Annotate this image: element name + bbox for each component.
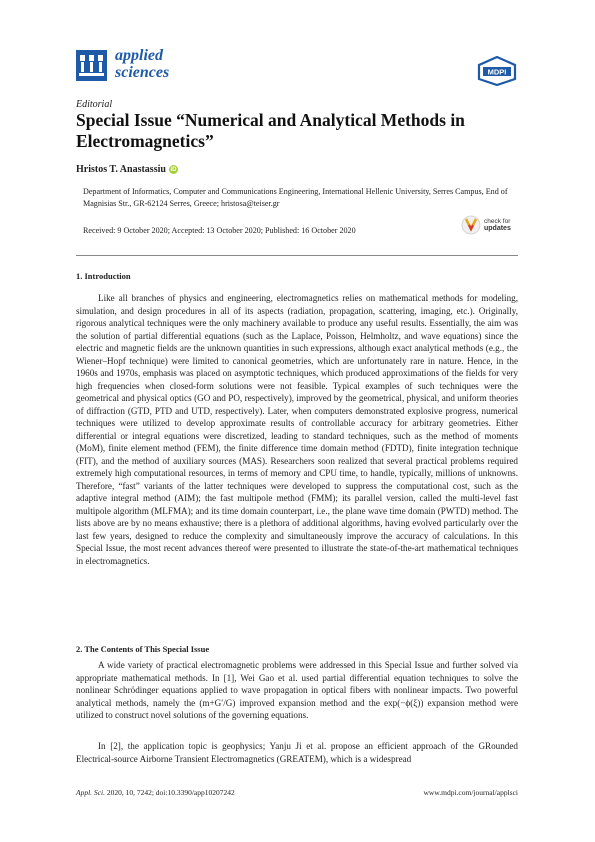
paragraph-introduction: Like all branches of physics and engineering, electromagnetics relies on mathematical methods for modeling, simulation, and design procedures in all of its aspects (radiation, propagation, scattering, imaging, etc.). Originally, rigorous analytical techniques were the only machinery available to produce any useful results. Essentially, the aim was the solution of partial differential equations (such as the Laplace, Poisson, Helmholtz, and wave equations) since the electric and magnetic fields are the unknown quantities in such expressions, although exact analytical methods (e.g., the Wiener–Hopf technique) were limited to canonical geometries, which are unfortunately rare in nature. Hence, in the 1960s and 1970s, emphasis was placed on asymptotic techniques, which produced approximations of the fields for very high frequencies when closed-form solutions were not feasible. Typical examples of such techniques were the geometrical and physical optics (GO and PO, respectively), improved by the geometrical, physical, and uniform theories of diffraction (GTD, PTD and UTD, respectively). Later, when computers demonstrated explosive progress, numerical techniques were utilized to develop approximate results of controllable accuracy for arbitrary geometries. Either differential or integral equations were discretized, leading to standard techniques, such as the method of moments (MoM), finite element method (FEM), the finite difference time domain method (FDTD), finite integration technique (FIT), and the method of auxiliary sources (MAS). Researchers soon realized that several practical problems required extremely high computational resources, in terms of memory and CPU time, to handle, typically, millions of unknowns. Therefore, “fast” variants of the latter techniques were developed to suppress the computational cost, such as the adaptive integral method (AIM); the fast multipole method (FMM); its parallel version, called the multi-level fast multipole algorithm (MLFMA); and its time domain counterpart, i.e., the plane wave time domain (PWTD) method. The lists above are by no means exhaustive; there is a plethora of additional algorithms, having evolved particularly over the last few years, designed to reduce the complexity and simultaneously improve the accuracy of calculations. In this Special Issue, the most recent advances thereof were presented to illustrate the state-of-the-art mathematical techniques in electromagnetics.: [76, 293, 518, 566]
article-type: Editorial: [76, 99, 113, 110]
publication-dates: Received: 9 October 2020; Accepted: 13 October 2020; Published: 16 October 2020: [83, 226, 356, 235]
author-line: [76, 164, 178, 175]
journal-name-line1: applied: [115, 47, 163, 64]
check-updates-line1: check for: [484, 218, 511, 225]
mdpi-logo-icon: [476, 56, 518, 86]
paper-title: Special Issue “Numerical and Analytical Methods in Electromagnetics”: [76, 110, 465, 151]
footer-citation: [76, 788, 235, 797]
publisher-name: MDPI: [487, 67, 507, 77]
check-updates-line2: updates: [484, 225, 511, 232]
check-updates-icon: [461, 215, 481, 235]
check-for-updates-badge[interactable]: [461, 214, 521, 236]
check-updates-label: [484, 218, 511, 232]
paragraph-contents-1: A wide variety of practical electromagnetic problems were addressed in this Special Issue and further solved via appropriate mathematical methods. In [1], Wei Gao et al. used partial differential equation techniques to solve the nonlinear Schrödinger equations applied to wave propagation in optical fibers with nonlinear impacts. Two powerful analytical methods, namely the (m+G′/G) improved expansion method and the exp(−ϕ(ξ)) expansion method were utilized to construct novel solutions of the governing equations.: [76, 660, 518, 720]
footer-journal-abbr: Appl. Sci.: [76, 788, 105, 797]
header-divider: [76, 255, 518, 256]
footer-journal-url[interactable]: www.mdpi.com/journal/applsci: [423, 788, 518, 797]
section-heading-introduction: 1. Introduction: [76, 271, 131, 281]
affiliation: Department of Informatics, Computer and Communications Engineering, International Hellenic University, Serres Campus, End of Magnisias Str., GR-62124 Serres, Greece; hristosa@teiser.gr: [83, 187, 508, 208]
orcid-icon[interactable]: iD: [170, 166, 177, 173]
journal-name-line2: sciences: [115, 64, 170, 81]
footer-doi: 2020, 10, 7242; doi:10.3390/app10207242: [106, 788, 235, 797]
journal-name: [115, 47, 169, 81]
author-name: Hristos T. Anastassiu: [76, 164, 166, 175]
paragraph-contents-2: In [2], the application topic is geophysics; Yanju Ji et al. propose an efficient approach of the GRounded Electrical-source Airborne Transient Electromagnetics (GREATEM), which is a widespread: [76, 741, 518, 764]
journal-logo-icon: [76, 50, 107, 81]
section-heading-contents: 2. The Contents of This Special Issue: [76, 644, 210, 654]
